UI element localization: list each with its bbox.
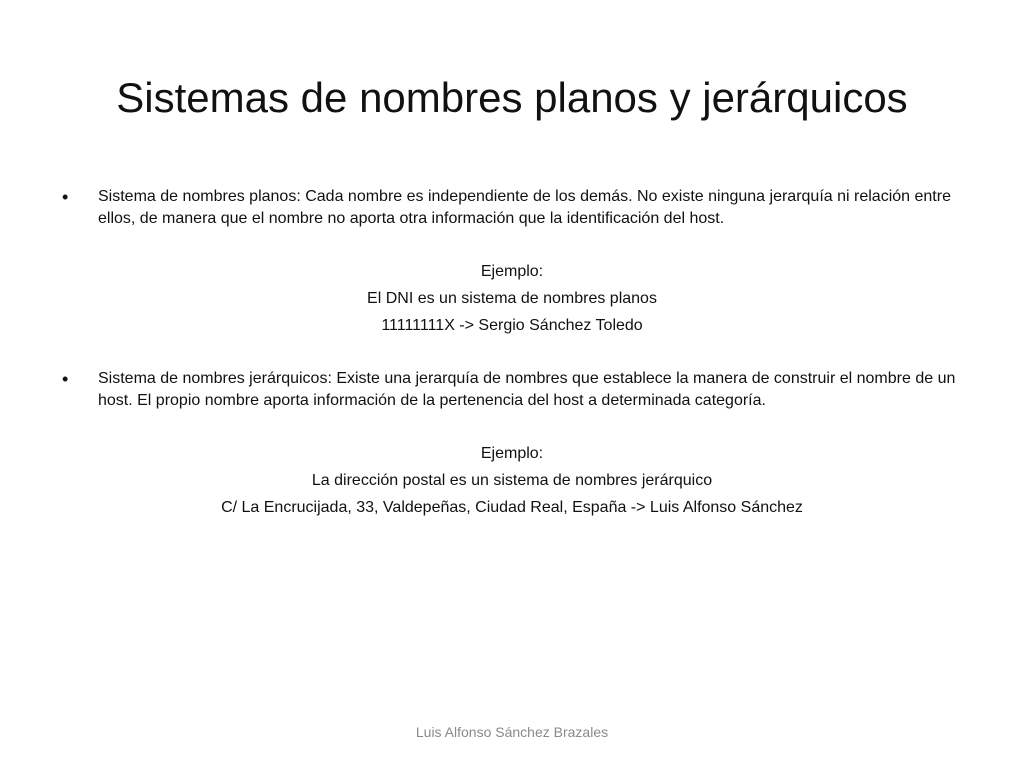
slide-footer: Luis Alfonso Sánchez Brazales	[415, 724, 609, 740]
bullet-item-flat-names	[62, 186, 962, 230]
example-line: La dirección postal es un sistema de nombres jerárquico	[311, 472, 713, 489]
example-line: El DNI es un sistema de nombres planos	[367, 290, 657, 307]
slide-title: Sistemas de nombres planos y jerárquicos	[116, 74, 908, 121]
example-line: C/ La Encrucijada, 33, Valdepeñas, Ciudad Real, España -> Luis Alfonso Sánchez	[221, 499, 803, 516]
example-hierarchical-names	[0, 440, 1024, 521]
bullet-text: Sistema de nombres jerárquicos: Existe una jerarquía de nombres que establece la manera de construir el nombre de un host. El propio nombre aporta información de la pertenencia del host a determinada categoría.	[98, 370, 956, 409]
bullet-item-hierarchical-names	[62, 368, 962, 412]
bullet-text: Sistema de nombres planos: Cada nombre es independiente de los demás. No existe ninguna jerarquía ni relación entre ellos, de manera que el nombre no aporta otra información que la identificación del host.	[98, 188, 951, 227]
example-line: 11111111X -> Sergio Sánchez Toledo	[381, 317, 643, 334]
example-heading: Ejemplo:	[480, 263, 544, 280]
bullet-marker: •	[62, 369, 69, 389]
example-heading: Ejemplo:	[480, 445, 544, 462]
example-flat-names	[0, 258, 1024, 339]
bullet-marker: •	[62, 187, 69, 207]
